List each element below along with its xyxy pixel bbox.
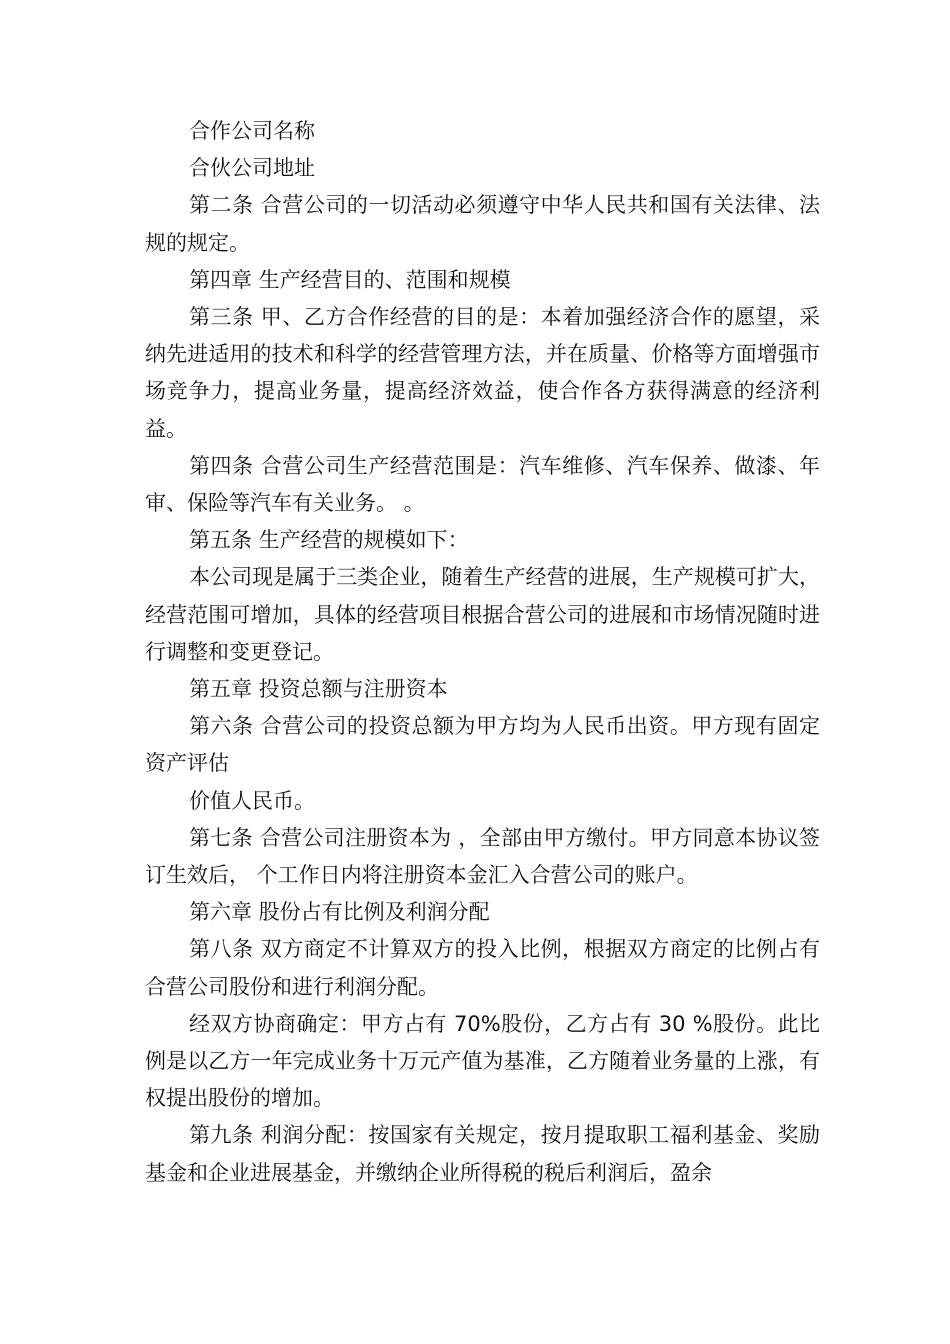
paragraph-article-5: 第五条 生产经营的规模如下：	[189, 528, 469, 553]
paragraph-scale-description: 本公司现是属于三类企业，随着生产经营的进展，生产规模可扩大，经营范围可增加，具体的经营项目根据合营公司的进展和市场情况随时进行调整和变更登记。	[145, 565, 820, 664]
paragraph-company-address: 合伙公司地址	[189, 156, 315, 181]
heading-chapter-5: 第五章 投资总额与注册资本	[189, 677, 448, 702]
heading-chapter-4: 第四章 生产经营目的、范围和规模	[189, 267, 511, 292]
paragraph-article-7: 第七条 合营公司注册资本为 ，全部由甲方缴付。甲方同意本协议签订生效后， 个工作日内将注册资本金汇入合营公司的账户。	[145, 825, 820, 888]
paragraph-company-name: 合作公司名称	[189, 119, 315, 143]
paragraph-article-9: 第九条 利润分配：按国家有关规定，按月提取职工福利基金、奖励基金和企业进展基金，并缴纳企业所得税的税后利润后，盈余	[145, 1123, 820, 1185]
paragraph-article-3: 第三条 甲、乙方合作经营的目的是：本着加强经济合作的愿望，采纳先进适用的技术和科学的经营管理方法，并在质量、价格等方面增强市场竞争力，提高业务量，提高经济效益，使合作各方获得满意的经济利益。	[145, 305, 820, 441]
paragraph-article-2: 第二条 合营公司的一切活动必须遵守中华人民共和国有关法律、法规的规定。	[145, 193, 820, 255]
paragraph-article-8: 第八条 双方商定不计算双方的投入比例，根据双方商定的比例占有合营公司股份和进行利润分配。	[145, 937, 820, 999]
paragraph-article-4: 第四条 合营公司生产经营范围是：汽车维修、汽车保养、做漆、年审、保险等汽车有关业务。 。	[145, 453, 820, 516]
document-page	[145, 113, 820, 1192]
paragraph-article-6: 第六条 合营公司的投资总额为甲方均为人民币出资。甲方现有固定资产评估	[145, 714, 820, 776]
heading-chapter-6: 第六章 股份占有比例及利润分配	[189, 900, 490, 925]
paragraph-asset-value: 价值人民币。	[189, 788, 315, 813]
paragraph-share-ratio: 经双方协商确定：甲方占有 70%股份，乙方占有 30 %股份。此比例是以乙方一年完成业务十万元产值为基准，乙方随着业务量的上涨，有权提出股份的增加。	[145, 1011, 820, 1111]
